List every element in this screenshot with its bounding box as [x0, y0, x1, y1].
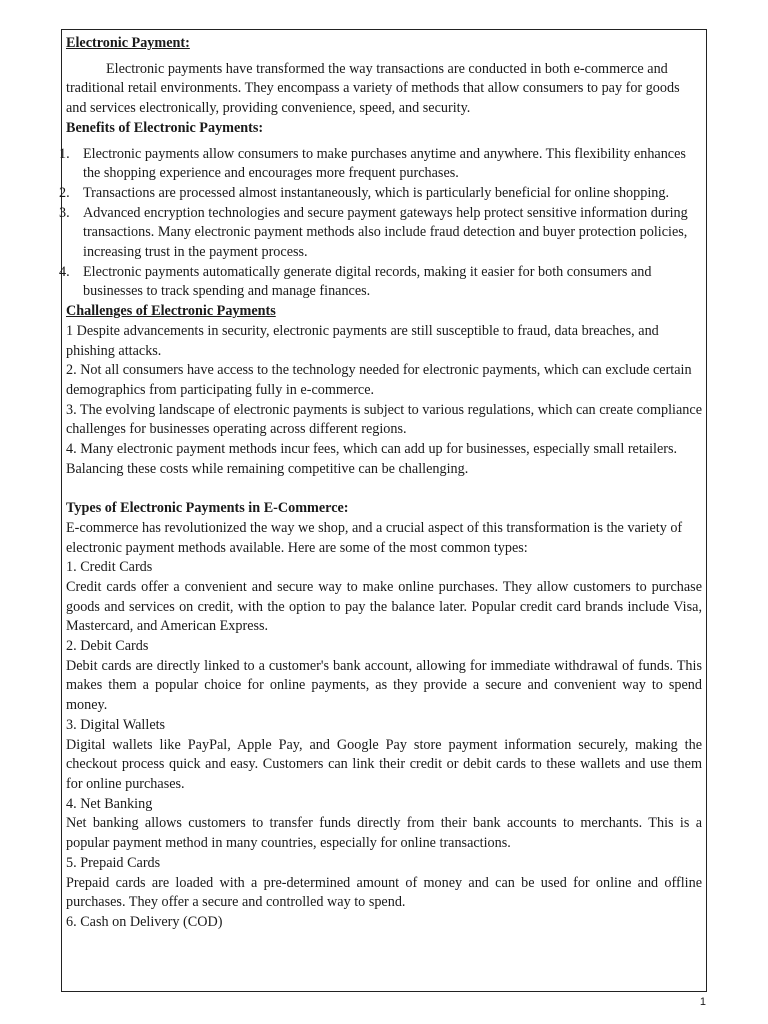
page-number: 1 [699, 996, 706, 1008]
challenge-item: 1 Despite advancements in security, electronic payments are still susceptible to fraud, data breaches, and phishing attacks. [66, 322, 659, 359]
type-description: Prepaid cards are loaded with a pre-determined amount of money and can be used for online and offline purchases. They offer a secure and controlled way to spend. [66, 874, 702, 911]
type-title: 1. Credit Cards [66, 559, 153, 576]
section-spacer [66, 479, 702, 499]
challenge-item: 4. Many electronic payment methods incur fees, which can add up for businesses, especially small retailers. Balancing these costs while remaining competitive can be challenging. [66, 441, 678, 477]
list-item-number: 4. [59, 263, 70, 280]
document-title: Electronic Payment: [66, 35, 190, 51]
list-item-text: Electronic payments automatically generate digital records, making it easier for both consumers and businesses to track spending and manage finances. [83, 263, 652, 300]
list-item-number: 1. [59, 145, 70, 162]
type-description: Net banking allows customers to transfer funds directly from their bank accounts to merchants. This is a popular payment method in many countries, especially for online transactions. [66, 815, 702, 852]
type-title: 2. Debit Cards [66, 638, 149, 655]
type-description: Credit cards offer a convenient and secure way to make online purchases. They allow customers to purchase goods and services on credit, with the option to pay the balance later. Popular credit card brands include Visa, Mastercard, and American Express. [66, 578, 702, 635]
types-intro: E-commerce has revolutionized the way we shop, and a crucial aspect of this transformation is the variety of electronic payment methods available. Here are some of the most common types: [66, 519, 683, 556]
type-title: 5. Prepaid Cards [66, 854, 161, 871]
list-item [60, 145, 702, 184]
list-item [60, 263, 702, 302]
list-item [60, 204, 702, 263]
type-title: 6. Cash on Delivery (COD) [66, 913, 223, 930]
list-item-number: 2. [59, 184, 70, 201]
benefits-heading: Benefits of Electronic Payments: [66, 119, 264, 136]
challenges-heading: Challenges of Electronic Payments [66, 303, 276, 320]
intro-paragraph: Electronic payments have transformed the way transactions are conducted in both e-commerce and traditional retail environments. They encompass a variety of methods that allow consumers to pay for goods and services electronically, providing convenience, speed, and security. [66, 60, 680, 117]
challenge-item: 2. Not all consumers have access to the technology needed for electronic payments, which can exclude certain demographics from participating fully in e-commerce. [66, 362, 692, 398]
list-item-number: 3. [59, 204, 70, 221]
type-description: Debit cards are directly linked to a customer's bank account, allowing for immediate withdrawal of funds. This makes them a popular choice for online payments, as they provide a secure and convenient way to spend money. [66, 657, 702, 714]
types-heading: Types of Electronic Payments in E-Commerce: [66, 500, 349, 517]
document-body [59, 34, 702, 933]
type-description: Digital wallets like PayPal, Apple Pay, and Google Pay store payment information securely, making the checkout process quick and easy. Customers can link their credit or debit cards to these wallets and use them for online purchases. [66, 736, 702, 792]
challenge-item: 3. The evolving landscape of electronic payments is subject to various regulations, which can create compliance challenges for businesses operating across different regions. [66, 401, 702, 438]
list-item-text: Advanced encryption technologies and secure payment gateways help protect sensitive information during transactions. Many electronic payment methods also include fraud detection and buyer protection policies, increasing trust in the payment process. [83, 204, 688, 261]
list-item [60, 184, 702, 204]
type-title: 3. Digital Wallets [66, 716, 166, 733]
type-title: 4. Net Banking [66, 795, 153, 812]
list-item-text: Transactions are processed almost instantaneously, which is particularly beneficial for online shopping. [83, 184, 670, 201]
benefits-list [60, 145, 702, 303]
list-item-text: Electronic payments allow consumers to make purchases anytime and anywhere. This flexibility enhances the shopping experience and encourages more frequent purchases. [83, 145, 686, 182]
